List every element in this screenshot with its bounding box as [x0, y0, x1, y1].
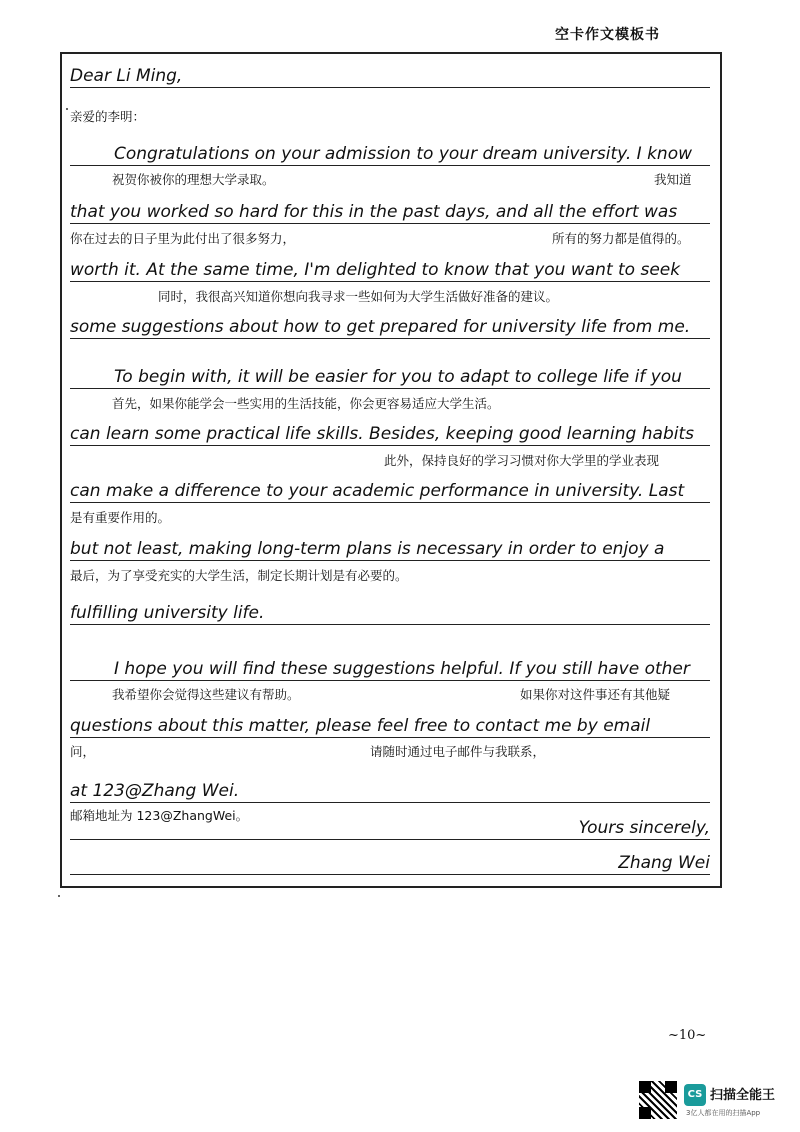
letter-line-12: at 123@Zhang Wei. — [70, 781, 710, 803]
translation-line: 我希望你会觉得这些建议有帮助。 — [112, 687, 300, 702]
scanner-app-name: 扫描全能王 — [710, 1088, 776, 1103]
letter-line-11: questions about this matter, please feel free to contact me by email — [70, 716, 710, 738]
salutation-en: Dear Li Ming, — [70, 66, 710, 88]
scanner-watermark — [638, 1080, 788, 1120]
translation-line: 最后，为了享受充实的大学生活，制定长期计划是有必要的。 — [70, 568, 408, 583]
translation-line: 所有的努力都是值得的。 — [552, 231, 690, 246]
translation-line: 祝贺你被你的理想大学录取。 — [112, 172, 275, 187]
translation-line: 是有重要作用的。 — [70, 510, 171, 525]
translation-line: 如果你对这件事还有其他疑 — [520, 687, 671, 702]
letter-line-8: but not least, making long-term plans is necessary in order to enjoy a — [70, 539, 710, 561]
salutation-cn: 亲爱的李明： — [70, 109, 146, 124]
letter-line-3: worth it. At the same time, I'm delighted to know that you want to seek — [70, 260, 710, 282]
book-title: 空卡作文模板书 — [555, 27, 660, 43]
translation-line: 同时，我很高兴知道你想向我寻求一些如何为大学生活做好准备的建议。 — [158, 289, 559, 304]
translation-line: 请随时通过电子邮件与我联系， — [370, 744, 546, 759]
page-number: ~10~ — [668, 1028, 707, 1043]
signature-line: Zhang Wei — [70, 853, 710, 875]
letter-line-7: can make a difference to your academic performance in university. Last — [70, 481, 710, 503]
letter-line-9: fulfilling university life. — [70, 603, 710, 625]
letter-line-1: Congratulations on your admission to your dream university. I know — [70, 144, 710, 166]
camscanner-logo-icon: CS — [684, 1084, 706, 1106]
translation-line: 你在过去的日子里为此付出了很多努力， — [70, 231, 296, 246]
qr-code-icon — [638, 1080, 678, 1120]
scanner-tagline: 3亿人都在用的扫描App — [686, 1109, 761, 1117]
translation-line: 邮箱地址为 123@ZhangWei。 — [70, 808, 249, 823]
scan-speck — [58, 895, 60, 897]
translation-line: 此外，保持良好的学习习惯对你大学里的学业表现 — [384, 453, 660, 468]
letter-line-2: that you worked so hard for this in the past days, and all the effort was — [70, 202, 710, 224]
translation-line: 首先，如果你能学会一些实用的生活技能，你会更容易适应大学生活。 — [112, 396, 500, 411]
scan-speck — [66, 108, 68, 110]
letter-line-6: can learn some practical life skills. Besides, keeping good learning habits — [70, 424, 710, 446]
letter-line-4: some suggestions about how to get prepared for university life from me. — [70, 317, 710, 339]
translation-line: 问， — [70, 744, 96, 759]
letter-line-5: To begin with, it will be easier for you to adapt to college life if you — [70, 367, 710, 389]
letter-line-10: I hope you will find these suggestions helpful. If you still have other — [70, 659, 710, 681]
closing-line: Yours sincerely, — [70, 818, 710, 840]
translation-line: 我知道 — [654, 172, 692, 187]
